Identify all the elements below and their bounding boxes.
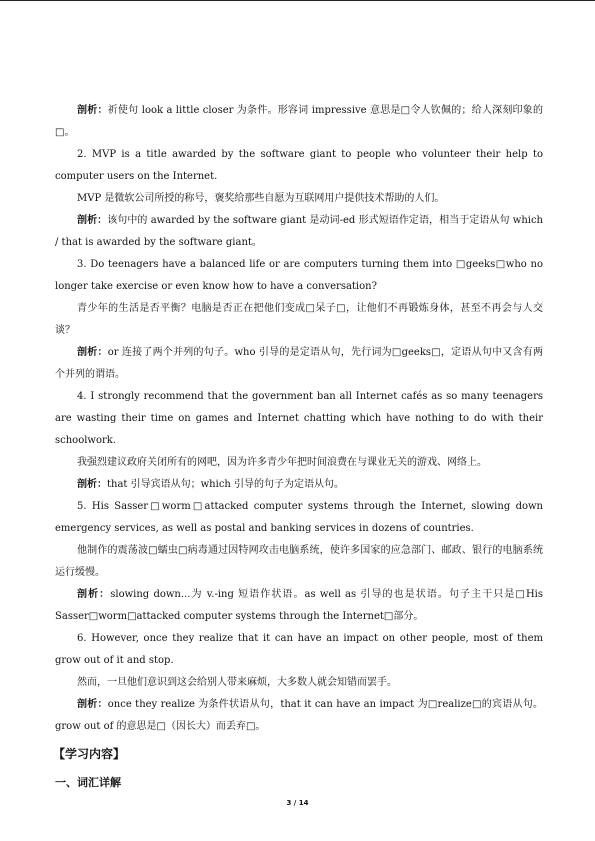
analysis-label: 剖析： [77, 589, 111, 600]
analysis-paragraph-4 [55, 474, 543, 496]
analysis-label: 剖析： [77, 215, 108, 226]
sentence-6-english: 6. However, once they realize that it can have an impact on other people, most of them grow out of it and stop. [55, 633, 543, 666]
subsection-heading: 一、词汇详解 [55, 776, 121, 789]
sentence-2-english: 2. MVP is a title awarded by the software giant to people who volunteer their help to computer users on the Internet. [55, 149, 543, 182]
analysis-text: or 连接了两个并列的句子。who 引导的是定语从句，先行词为□geeks□，定语从句中又含有两个并列的谓语。 [55, 347, 543, 380]
analysis-text: 该句中的 awarded by the software giant 是动词-ed 形式短语作定语，相当于定语从句 which / that is awarded by the software giant。 [55, 215, 543, 248]
analysis-paragraph-6 [55, 694, 543, 738]
page-number: 3 / 14 [286, 799, 309, 807]
sentence-3-english: 3. Do teenagers have a balanced life or are computers turning them into □geeks□who no longer take exercise or even know how to have a conversation? [55, 259, 543, 292]
sentence-4-chinese: 我强烈建议政府关闭所有的网吧，因为许多青少年把时间浪费在与课业无关的游戏、网络上。 [77, 457, 487, 468]
analysis-text: once they realize 为条件状语从句，that it can have an impact 为□realize□的宾语从句。 grow out of 的意思是□（因长大）而丢弃□。 [55, 699, 543, 732]
sentence-6-chinese: 然而，一旦他们意识到这会给别人带来麻烦，大多数人就会知错而罢手。 [77, 677, 397, 688]
document-body [55, 100, 543, 794]
top-rule [0, 0, 595, 1]
analysis-label: 剖析： [77, 699, 108, 710]
sentence-2-chinese: MVP 是微软公司所授的称号，褒奖给那些自愿为互联网用户提供技术帮助的人们。 [77, 193, 445, 204]
sentence-5-chinese: 他制作的震荡波□蠕虫□病毒通过因特网攻击电脑系统，使许多国家的应急部门、邮政、银行的电脑系统运行缓慢。 [55, 545, 543, 578]
analysis-paragraph-3 [55, 342, 543, 386]
analysis-text: slowing down...为 v.-ing 短语作状语。as well as 引导的也是状语。句子主干只是□His Sasser□worm□attacked computer systems through the Internet□部分。 [55, 589, 544, 622]
analysis-text: 祈使句 look a little closer 为条件。形容词 impressive 意思是□令人钦佩的；给人深刻印象的□。 [55, 105, 544, 138]
analysis-paragraph-2 [55, 210, 543, 254]
analysis-label: 剖析： [77, 479, 107, 490]
analysis-text: that 引导宾语从句；which 引导的句子为定语从句。 [107, 479, 345, 490]
analysis-label: 剖析： [77, 347, 108, 358]
analysis-paragraph-5 [55, 584, 543, 628]
sentence-3-chinese: 青少年的生活是否平衡？电脑是否正在把他们变成□呆子□，让他们不再锻炼身体，甚至不再会与人交谈？ [55, 303, 543, 336]
analysis-paragraph-1 [55, 100, 543, 144]
analysis-label: 剖析： [77, 105, 108, 116]
sentence-5-english: 5. His Sasser□worm□attacked computer systems through the Internet, slowing down emergency services, as well as postal and banking services in dozens of countries. [55, 501, 543, 534]
section-heading: 【学习内容】 [53, 747, 126, 761]
sentence-4-english: 4. I strongly recommend that the government ban all Internet cafés as so many teenagers are wasting their time on games and Internet chatting which have nothing to do with their schoolwork. [55, 391, 543, 446]
